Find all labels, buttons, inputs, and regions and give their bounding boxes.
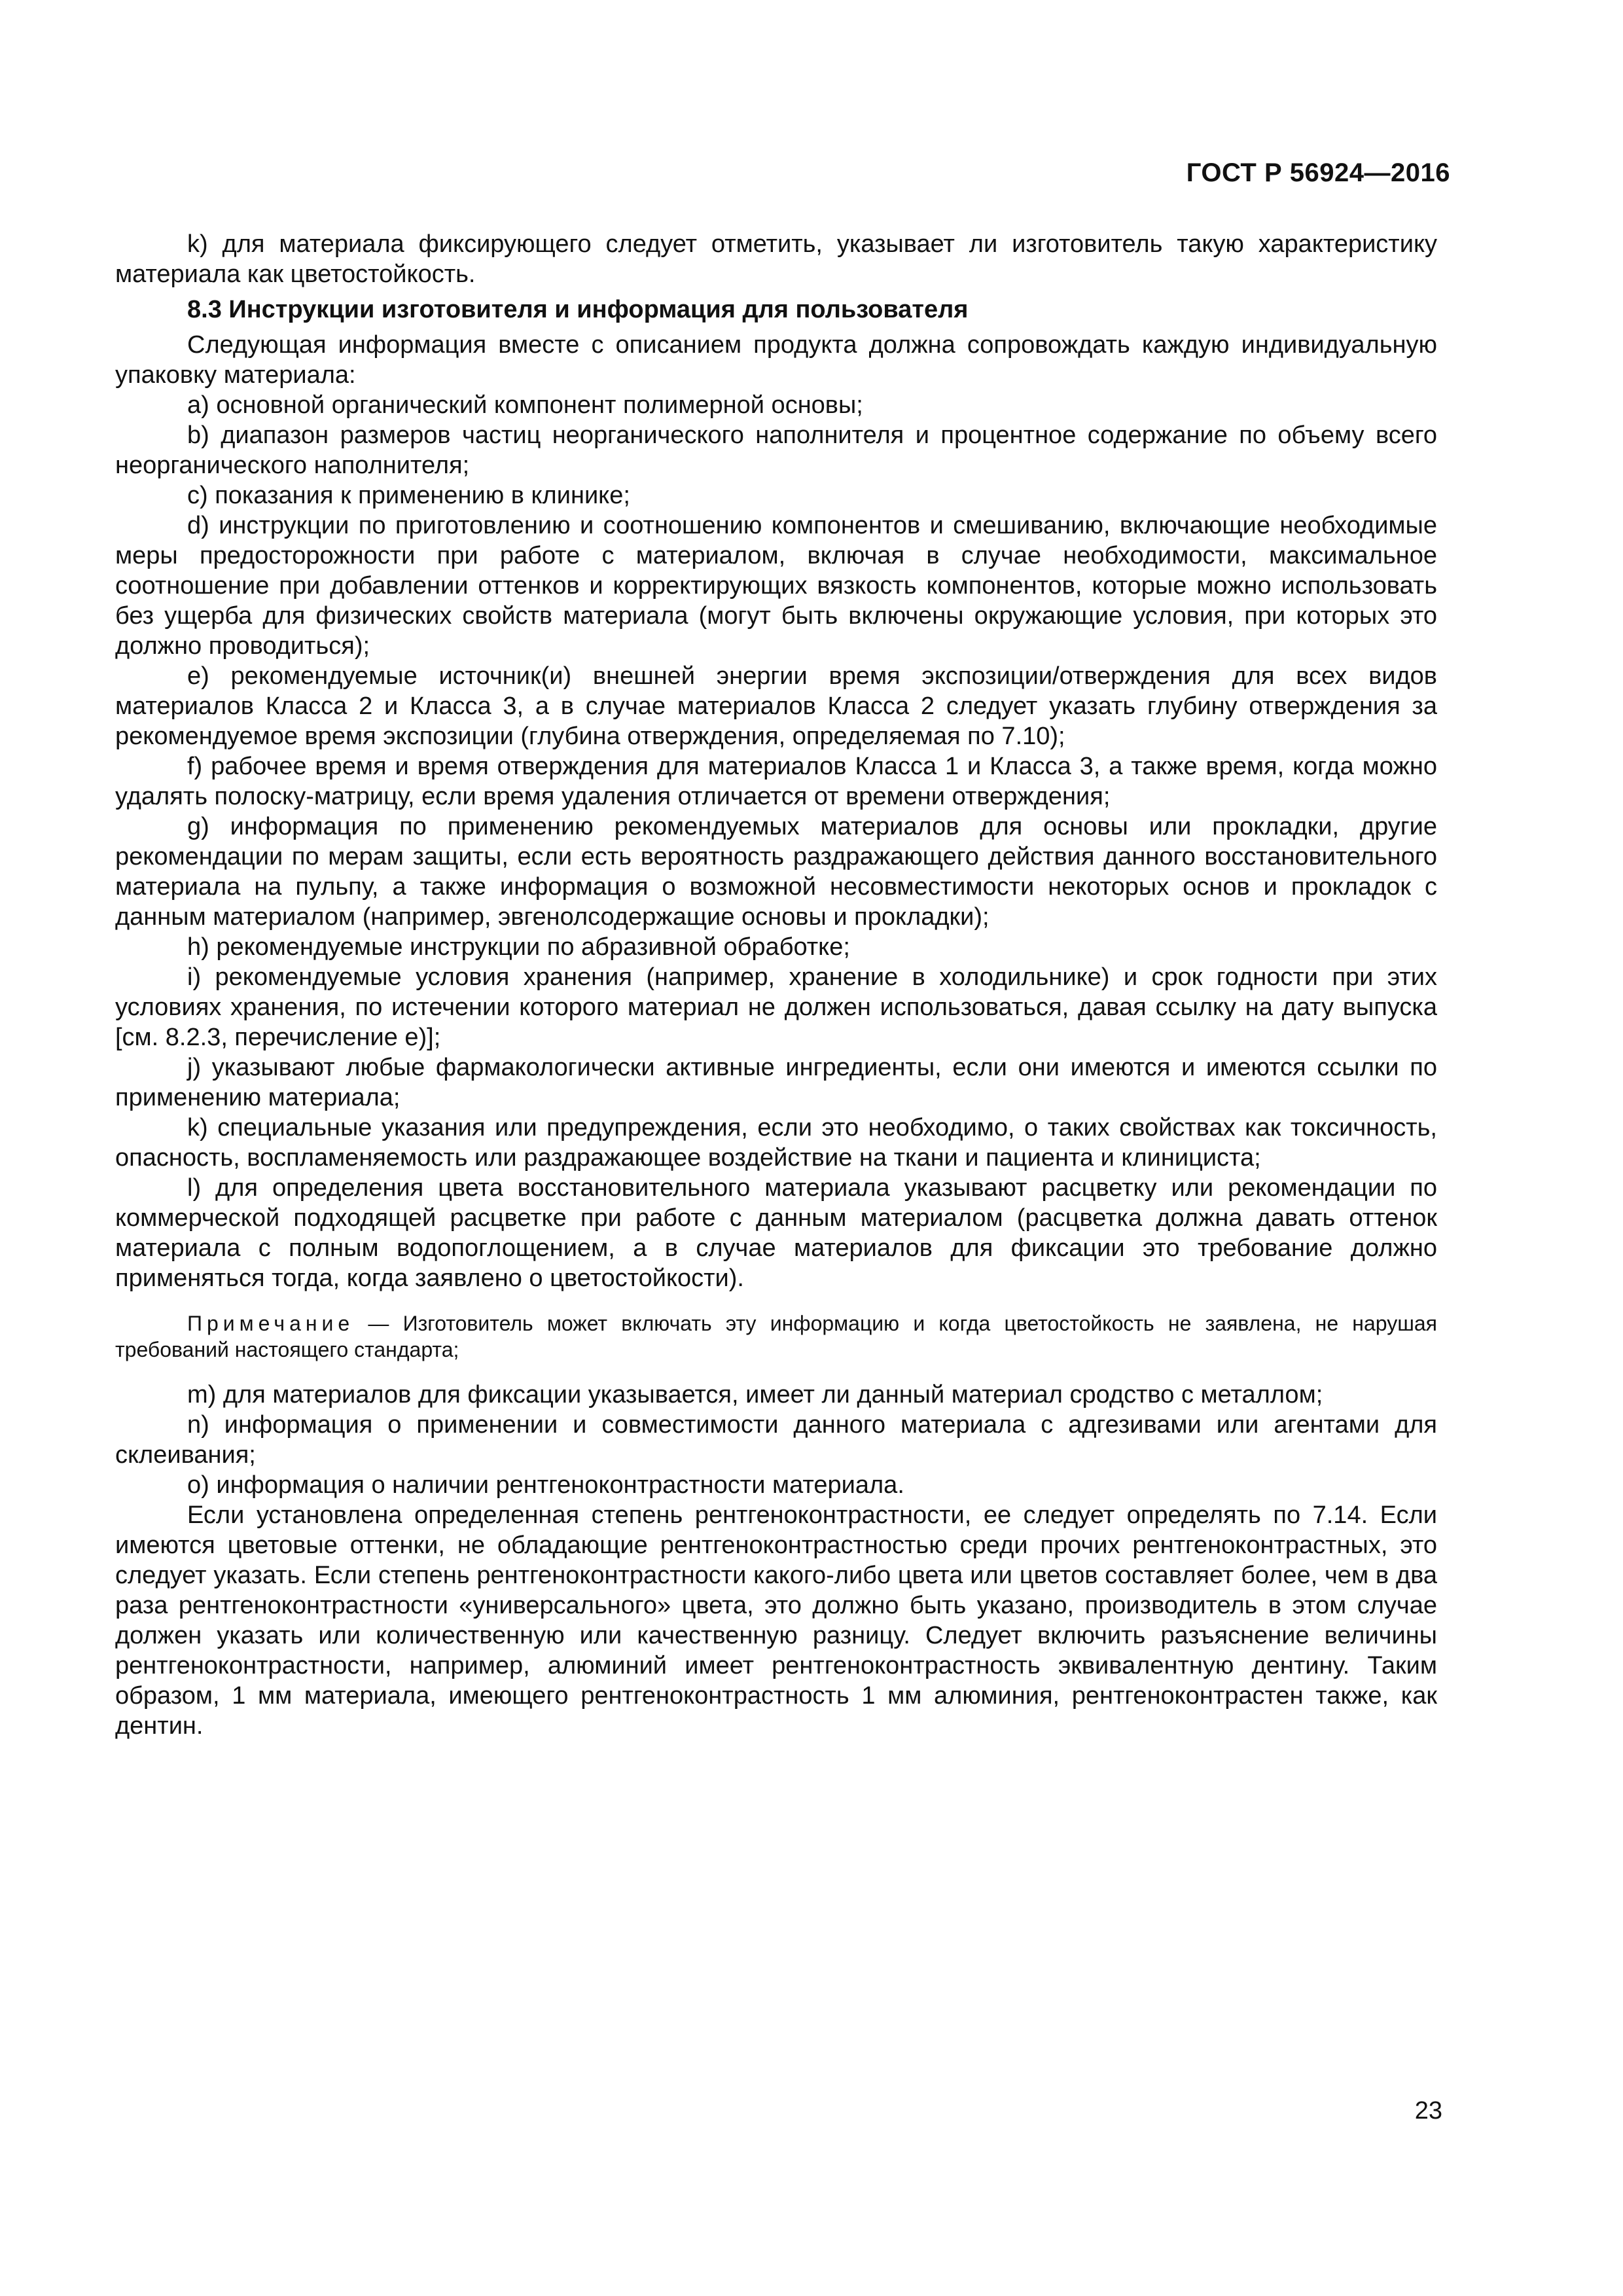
- list-item-l: l) для определения цвета восстановительного материала указывают расцветку или рекомендации по коммерческой подходящей расцветке при работе с данным материалом (расцветка должна давать оттенок материала с полным водопоглощением, а в случае материалов для фиксации это требование должно применяться тогда, когда заявлено о цветостойкости).: [115, 1174, 1437, 1292]
- list-item-m: m) для материалов для фиксации указывается, имеет ли данный материал сродство с металлом;: [187, 1381, 1323, 1408]
- list-item-k-pre: k) для материала фиксирующего следует отметить, указывает ли изготовитель такую характеристику материала как цветостойкость.: [115, 230, 1437, 288]
- list-item-o: o) информация о наличии рентгеноконтрастности материала.: [187, 1471, 904, 1499]
- list-item-a: а) основной органический компонент полимерной основы;: [187, 391, 863, 419]
- list-item-f: f) рабочее время и время отверждения для материалов Класса 1 и Класса 3, а также время, когда можно удалять полоску-матрицу, если время удаления отличается от времени отверждения;: [115, 753, 1437, 810]
- list-item-e: e) рекомендуемые источник(и) внешней энергии время экспозиции/отверждения для всех видов материалов Класса 2 и Класса 3, а в случае материалов Класса 2 следует указать глубину отверждения за рекомендуемое время экспозиции (глубина отверждения, определяемая по 7.10);: [115, 662, 1437, 750]
- list-item-j: j) указывают любые фармакологически активные ингредиенты, если они имеются и имеются ссылки по применению материала;: [115, 1054, 1437, 1111]
- note-label: Примечание: [187, 1312, 355, 1335]
- section-title: 8.3 Инструкции изготовителя и информация для пользователя: [187, 296, 969, 323]
- list-item-k: k) специальные указания или предупреждения, если это необходимо, о таких свойствах как токсичность, опасность, воспламеняемость или раздражающее воздействие на ткани и пациента и клинициста;: [115, 1114, 1437, 1172]
- list-item-c: c) показания к применению в клинике;: [187, 482, 630, 509]
- list-item-d: d) инструкции по приготовлению и соотношению компонентов и смешиванию, включающие необходимые меры предосторожности при работе с материалом, включая в случае необходимости, максимальное соотношение при добавлении оттенков и корректирующих вязкость компонентов, которые можно использовать без ущерба для физических свойств материала (могут быть включены окружающие условия, при которых это должно проводиться);: [115, 512, 1437, 660]
- intro-paragraph: Следующая информация вместе с описанием продукта должна сопровождать каждую индивидуальную упаковку материала:: [115, 331, 1437, 389]
- closing-paragraph: Если установлена определенная степень рентгеноконтрастности, ее следует определять по 7.14. Если имеются цветовые оттенки, не обладающие рентгеноконтрастностью среди прочих рентгеноконтрастных, это следует указать. Если степень рентгеноконтрастности какого-либо цвета или цветов составляет более, чем в два раза рентгеноконтрастности «универсального» цвета, это должно быть указано, производитель в этом случае должен указать или количественную или качественную разницу. Следует включить разъяснение величины рентгеноконтрастности, например, алюминий имеет рентгеноконтрастность эквивалентную дентину. Таким образом, 1 мм материала, имеющего рентгеноконтрастность 1 мм алюминия, рентгеноконтрастен также, как дентин.: [115, 1501, 1437, 1740]
- standard-id: ГОСТ Р 56924—2016: [1186, 158, 1450, 187]
- list-item-h: h) рекомендуемые инструкции по абразивной обработке;: [187, 933, 850, 961]
- document-body: [115, 229, 1437, 1741]
- list-item-g: g) информация по применению рекомендуемых материалов для основы или прокладки, другие рекомендации по мерам защиты, если есть вероятность раздражающего действия данного восстановительного материала на пульпу, а также информация о возможной несовместимости некоторых основ и прокладок с данным материалом (например, эвгенолсодержащие основы и прокладки);: [115, 813, 1437, 931]
- list-item-b: b) диапазон размеров частиц неорганического наполнителя и процентное содержание по объему всего неорганического наполнителя;: [115, 422, 1437, 479]
- note-text: — Изготовитель может включать эту информацию и когда цветостойкость не заявлена, не нарушая требований настоящего стандарта;: [115, 1312, 1438, 1361]
- list-item-i: i) рекомендуемые условия хранения (например, хранение в холодильнике) и срок годности при этих условиях хранения, по истечении которого материал не должен использоваться, давая ссылку на дату выпуска [см. 8.2.3, перечисление е)];: [115, 963, 1437, 1051]
- list-item-n: n) информация о применении и совместимости данного материала с адгезивами или агентами для склеивания;: [115, 1411, 1437, 1469]
- page-number: 23: [1414, 2097, 1442, 2125]
- note-paragraph: [115, 1310, 1437, 1363]
